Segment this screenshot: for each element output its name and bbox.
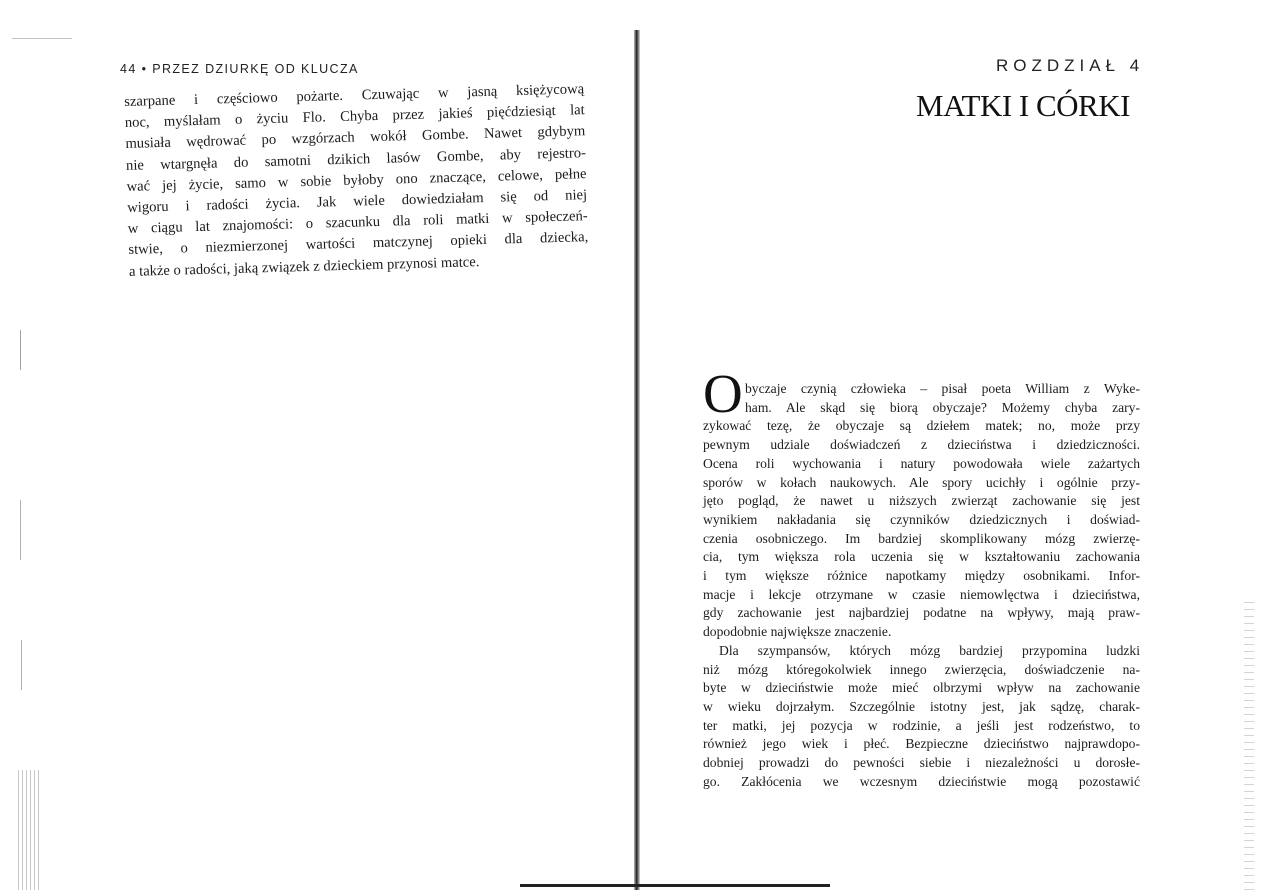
text-line: szarpane i częściowo pożarte. Czuwając w jasną księżycową — [124, 81, 585, 110]
book-gutter-foot — [520, 884, 830, 887]
left-page-body — [124, 79, 589, 283]
text-line: a także o radości, jaką związek z dzieckiem przynosi matce. — [128, 253, 480, 280]
scan-mark — [20, 500, 21, 560]
text-line: również jego wiek i płeć. Bezpieczne dzieciństwo najprawdopo- — [703, 736, 1140, 752]
text-line: ter matki, jej pozycja w rodzinie, a jeśli jest rodzeństwo, to — [703, 717, 1140, 733]
text-line: byte w dzieciństwie może mieć olbrzymi wpływ na zachowanie — [703, 680, 1140, 696]
text-line: byczaje czynią człowieka – pisał poeta William z Wyke- — [745, 381, 1140, 396]
text-line: wynikiem nakładania się czynników dziedzicznych i doświad- — [703, 511, 1140, 527]
text-line: stwie, o niezmierzonej wartości matczynej opieki dla dziecka, — [128, 229, 589, 259]
page-edge-shadow — [1244, 600, 1254, 890]
text-line: noc, myślałam o życiu Flo. Chyba przez jakieś pięćdziesiąt lat — [124, 102, 585, 132]
book-gutter — [634, 30, 640, 890]
text-line: jęto pogląd, że nawet u niższych zwierząt zachowanie się jest — [703, 493, 1140, 509]
text-line: sporów w kołach naukowych. Ale spory ucichły i ogólnie przy- — [703, 474, 1140, 490]
text-line: wigoru i radości życia. Jak wiele dowiedziałam się od niej — [127, 187, 588, 216]
text-line: ham. Ale skąd się biorą obyczaje? Możemy chyba zary- — [745, 399, 1140, 415]
text-line: Ocena roli wychowania i natury powodowała wiele zażartych — [703, 455, 1140, 471]
text-line: gdy zachowanie jest najbardziej podatne na wpływy, mają praw- — [703, 605, 1140, 621]
right-page-body — [703, 380, 1140, 791]
text-line: dopodobnie największe znaczenie. — [703, 624, 892, 640]
page-edge-shadow — [18, 770, 40, 890]
text-line: nie wtargnęła do samotni dzikich lasów Gombe, aby rejestro- — [125, 144, 587, 174]
text-line: i tym większe różnice napotkamy między osobnikami. Infor- — [703, 568, 1140, 584]
scan-mark — [12, 38, 72, 39]
chapter-label: ROZDZIAŁ 4 — [996, 56, 1145, 75]
text-line: w wieku dojrzałym. Szczególnie istotny jest, jak sądzę, charak- — [703, 698, 1140, 714]
running-head: 44 • PRZEZ DZIURKĘ OD KLUCZA — [120, 62, 359, 76]
text-line: pewnym udziale doświadczeń z dzieciństwa i dziedziczności. — [703, 437, 1140, 453]
scan-mark — [21, 640, 22, 690]
text-line: go. Zakłócenia we wczesnym dzieciństwie mogą pozostawić — [703, 773, 1140, 789]
text-line: wać jej życie, samo w sobie byłoby ono znaczące, celowe, pełne — [126, 165, 587, 195]
text-line: Dla szympansów, których mózg bardziej przypomina ludzki — [719, 642, 1140, 658]
drop-cap: O — [703, 363, 743, 424]
text-line: musiała wędrować po wzgórzach wokół Gombe. Nawet gdybym — [125, 123, 586, 153]
scan-mark — [20, 330, 21, 370]
text-line: dobniej prowadzi do pewności siebie i niezależności u dorosłe- — [703, 755, 1140, 771]
text-line: cia, tym większa rola uczenia się w kształtowaniu zachowania — [703, 549, 1140, 565]
chapter-title: MATKI I CÓRKI — [916, 88, 1130, 123]
text-line: czenia osobniczego. Im bardziej skomplikowany mózg zwierzę- — [703, 530, 1140, 546]
text-line: niż mózg któregokolwiek innego zwierzęcia, doświadczenie na- — [703, 661, 1140, 677]
text-line: zykować tezę, że obyczaje są dziełem matek; no, może przy — [703, 418, 1140, 434]
text-line: macje i lekcje otrzymane w czasie niemowlęctwa i dzieciństwa, — [703, 586, 1140, 602]
text-line: w ciągu lat znajomości: o szacunku dla roli matki w społeczeń- — [127, 208, 588, 238]
